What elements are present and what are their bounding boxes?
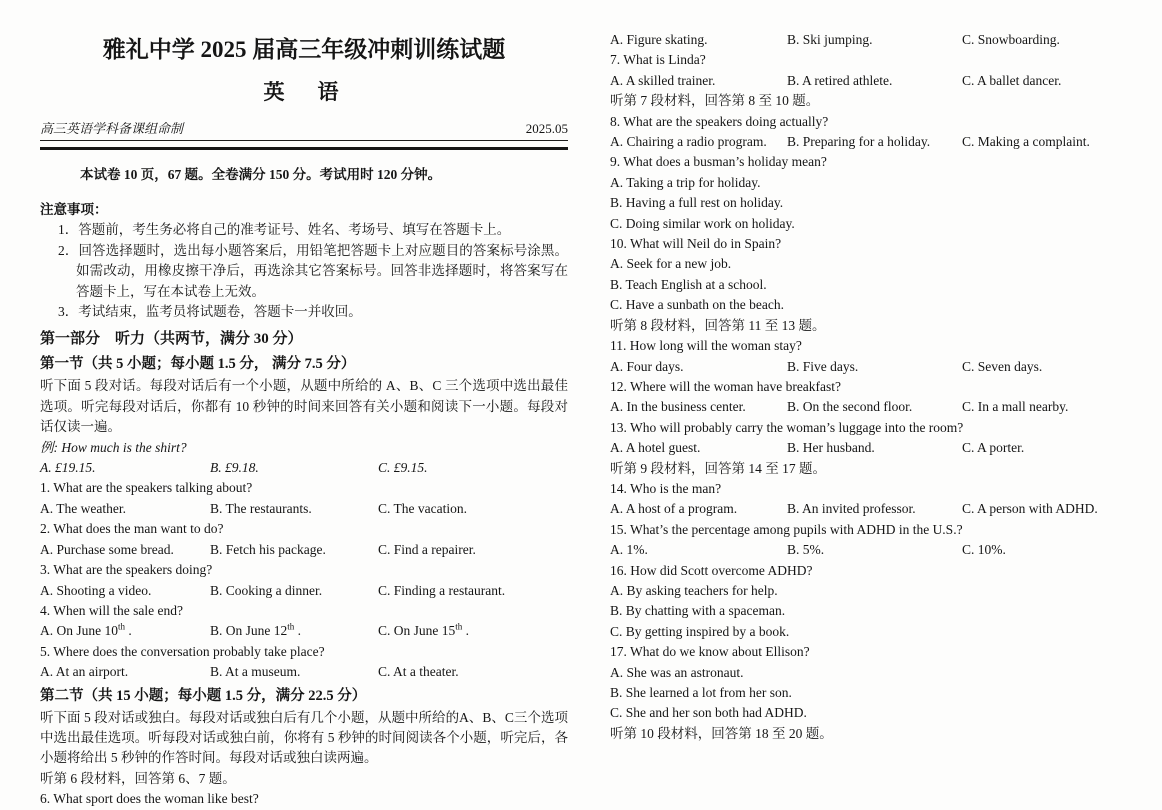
exam-title: 雅礼中学 2025 届高三年级冲刺训练试题 [102, 37, 506, 62]
option-c: C. A porter. [962, 440, 1025, 456]
section-instructions: 听下面 5 段对话或独白。每段对话或独白后有几个小题，从题中所给的A、B、C三个选项中选出最佳选项。听每段对话或独白前，你将有 5 秒钟的时间阅读各个小题，听完后，各小题将给出 5 秒钟的作答时间。每段对话或独白读两遍。 [40, 709, 568, 766]
material-note: 听第 6 段材料，回答第 6、7 题。 [40, 770, 236, 786]
exam-info: 本试卷 10 页，67 题。全卷满分 150 分。考试用时 120 分钟。 [80, 167, 442, 182]
question-line: 17. What do we know about Ellison? [610, 644, 810, 660]
options-row [40, 458, 568, 478]
option-a: A. In the business center. [610, 399, 746, 415]
question-line: 8. What are the speakers doing actually? [610, 113, 829, 129]
option-a: A. 1%. [610, 542, 648, 558]
section-instructions: 听下面 5 段对话。每段对话后有一个小题，从题中所给的 A、B、C 三个选项中选出最佳选项。听完每段对话后，你都有 10 秒钟的时间来回答有关小题和阅读下一小题。每段对话仅读一遍。 [40, 378, 568, 435]
option-a: A. Figure skating. [610, 32, 708, 47]
option-b: B. On the second floor. [787, 399, 913, 415]
option-line: B. By chatting with a spaceman. [610, 603, 786, 619]
options-row [610, 357, 1162, 377]
notes-heading: 注意事项： [40, 202, 108, 217]
option-b: B. Her husband. [787, 440, 875, 456]
option-a: A. Chairing a radio program. [610, 134, 767, 150]
options-row [40, 540, 568, 560]
option-b: B. Ski jumping. [787, 32, 873, 47]
options-row [40, 581, 568, 601]
question-line: 11. How long will the woman stay? [610, 338, 802, 354]
option-c: C. Snowboarding. [962, 32, 1060, 47]
material-note: 听第 7 段材料，回答第 8 至 10 题。 [610, 93, 820, 109]
option-b: B. Cooking a dinner. [210, 582, 323, 598]
exam-subject: 英 语 [263, 80, 345, 104]
notes-list [40, 220, 568, 322]
option-b: B. Five days. [787, 358, 859, 374]
meta-date: 2025.05 [525, 121, 568, 136]
option-a: A. A skilled trainer. [610, 72, 716, 88]
question-line: 2. What does the man want to do? [40, 521, 224, 537]
left-blocks [40, 327, 568, 809]
option-c: C. Find a repairer. [378, 541, 476, 557]
option-b: B. At a museum. [210, 664, 301, 680]
option-b: B. £9.18. [210, 460, 259, 476]
option-c: C. The vacation. [378, 500, 467, 516]
question-line: 5. Where does the conversation probably take place? [40, 643, 325, 659]
material-note: 听第 8 段材料，回答第 11 至 13 题。 [610, 317, 826, 333]
options-row [40, 499, 568, 519]
question-line: 10. What will Neil do in Spain? [610, 236, 782, 252]
option-line: B. Teach English at a school. [610, 276, 767, 292]
section-heading: 第一节（共 5 小题；每小题 1.5 分， 满分 7.5 分） [40, 356, 356, 373]
example-line: 例: How much is the shirt? [40, 439, 187, 455]
options-row [610, 540, 1162, 560]
option-a: A. Purchase some bread. [40, 541, 174, 557]
notice-item: 3．考试结束，监考员将试题卷，答题卡一并收回。 [58, 304, 362, 320]
question-line: 15. What’s the percentage among pupils with ADHD in the U.S.? [610, 521, 963, 537]
options-row [610, 30, 1162, 50]
option-line: A. Seek for a new job. [610, 256, 732, 272]
option-c: C. Making a complaint. [962, 134, 1090, 150]
option-c: C. 10%. [962, 542, 1006, 558]
material-note: 听第 10 段材料，回答第 18 至 20 题。 [610, 725, 833, 741]
options-row [610, 397, 1162, 417]
options-row [610, 499, 1162, 519]
option-line: A. Taking a trip for holiday. [610, 174, 761, 190]
question-line: 7. What is Linda? [610, 52, 706, 68]
question-line: 9. What does a busman’s holiday mean? [610, 154, 827, 170]
option-a: A. Shooting a video. [40, 582, 152, 598]
option-c: C. At a theater. [378, 664, 459, 680]
option-a: A. On June 10th . [40, 621, 132, 639]
option-a: A. £19.15. [40, 460, 96, 476]
option-c: C. £9.15. [378, 460, 428, 476]
option-a: A. A hotel guest. [610, 440, 701, 456]
option-c: C. On June 15th . [378, 621, 470, 639]
notice-item: 1．答题前，考生务必将自己的准考证号、姓名、考场号、填写在答题卡上。 [58, 222, 511, 238]
option-line: A. She was an astronaut. [610, 664, 744, 680]
question-line: 13. Who will probably carry the woman’s luggage into the room? [610, 419, 964, 435]
option-b: B. Preparing for a holiday. [787, 134, 931, 150]
option-a: A. The weather. [40, 500, 126, 516]
option-b: B. On June 12th . [210, 621, 302, 639]
right-column [610, 30, 1162, 744]
option-b: B. Fetch his package. [210, 541, 326, 557]
question-line: 12. Where will the woman have breakfast? [610, 378, 842, 394]
options-row [610, 438, 1162, 458]
option-b: B. The restaurants. [210, 500, 312, 516]
question-line: 1. What are the speakers talking about? [40, 480, 253, 496]
option-c: C. A ballet dancer. [962, 72, 1062, 88]
material-note: 听第 9 段材料，回答第 14 至 17 题。 [610, 460, 826, 476]
option-a: A. At an airport. [40, 664, 129, 680]
option-a: A. A host of a program. [610, 501, 738, 517]
option-line: C. She and her son both had ADHD. [610, 705, 807, 721]
option-c: C. Finding a restaurant. [378, 582, 506, 598]
part-heading: 第一部分 听力（共两节，满分 30 分） [40, 331, 303, 348]
option-line: C. By getting inspired by a book. [610, 623, 790, 639]
option-line: C. Doing similar work on holiday. [610, 215, 795, 231]
left-column [40, 34, 568, 810]
option-b: B. A retired athlete. [787, 72, 893, 88]
option-c: C. Seven days. [962, 358, 1043, 374]
question-line: 14. Who is the man? [610, 480, 722, 496]
option-line: C. Have a sunbath on the beach. [610, 297, 784, 313]
meta-row [40, 118, 568, 141]
question-line: 3. What are the speakers doing? [40, 562, 213, 578]
options-row [40, 621, 568, 641]
question-line: 16. How did Scott overcome ADHD? [610, 562, 813, 578]
option-b: B. An invited professor. [787, 501, 916, 517]
question-line: 6. What sport does the woman like best? [40, 791, 259, 807]
option-line: B. Having a full rest on holiday. [610, 195, 784, 211]
options-row [610, 132, 1162, 152]
question-line: 4. When will the sale end? [40, 602, 183, 618]
notice-item: 2．回答选择题时，选出每小题答案后，用铅笔把答题卡上对应题目的答案标号涂黑。如需改动，用橡皮擦干净后，再选涂其它答案标号。回答非选择题时，将答案写在答题卡上，写在本试卷上无效。 [58, 242, 568, 299]
options-row [610, 71, 1162, 91]
header-rule [40, 147, 568, 150]
options-row [40, 662, 568, 682]
option-line: B. She learned a lot from her son. [610, 685, 792, 700]
option-a: A. Four days. [610, 358, 684, 374]
meta-author: 高三英语学科备课组命制 [40, 121, 184, 136]
option-b: B. 5%. [787, 542, 825, 558]
option-line: A. By asking teachers for help. [610, 582, 778, 598]
option-c: C. A person with ADHD. [962, 501, 1098, 517]
option-c: C. In a mall nearby. [962, 399, 1069, 415]
section-heading: 第二节（共 15 小题；每小题 1.5 分，满分 22.5 分） [40, 687, 367, 704]
